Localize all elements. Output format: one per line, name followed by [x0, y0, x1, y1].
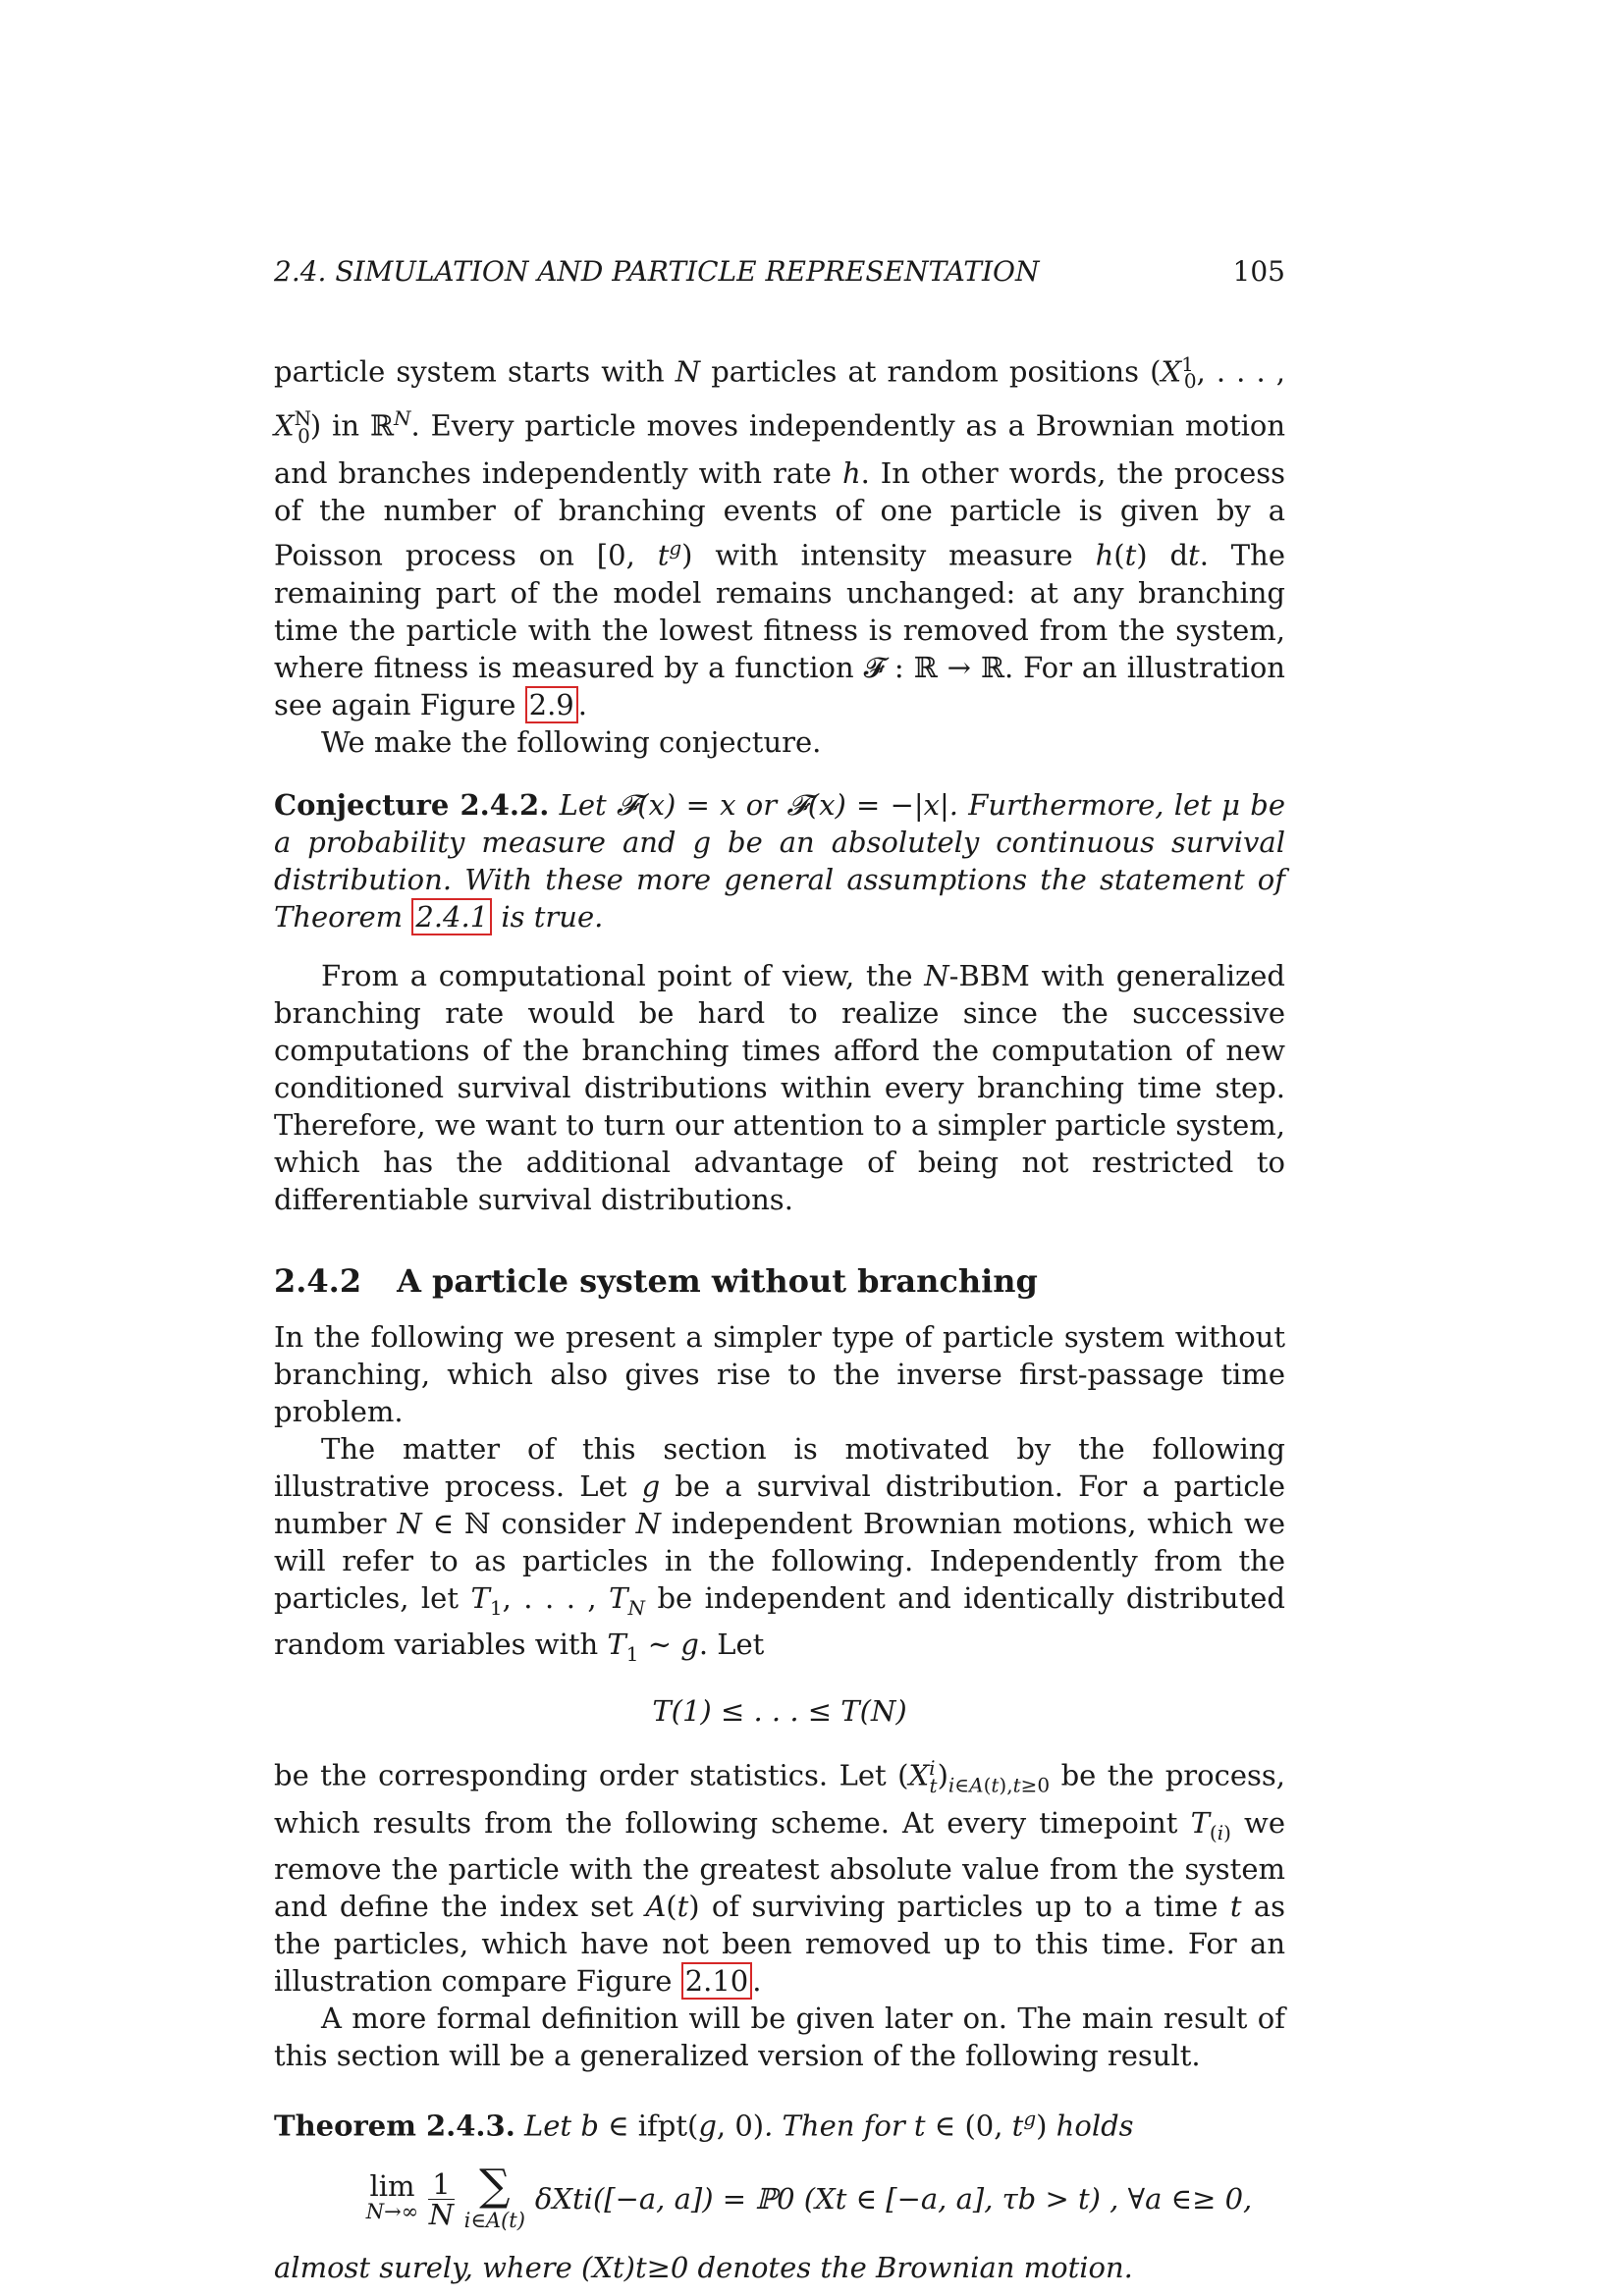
order-statistics-display: T(1) ≤ . . . ≤ T(N) — [652, 1694, 907, 1729]
paragraph-1: particle system starts with N particles at random positions ($X^1_0$, . . . , $X^N_0$) in ℝ$^N$. Every particle moves independently as a Brownian motion and branches independently with rate h. In other words, the process of the number of branching events of one particle is given by a Poisson process on [0, $t^g$) with intensity measure h(t) dt. The remaining part of the model remains unchanged: at any branching time the particle with the lowest fitness is removed from the system, where fitness is measured by a function 𝓕 : ℝ → ℝ. For an illustration see again Figure 2.9 . — [274, 352, 1286, 721]
section-heading — [274, 1261, 1285, 1301]
theorem-label: Theorem 2.4.3. — [274, 2109, 515, 2144]
section-title: A particle system without branching — [397, 1261, 1038, 1300]
running-title: 2.4. SIMULATION AND PARTICLE REPRESENTATION — [274, 255, 1040, 288]
page-number: 105 — [1232, 255, 1285, 288]
paragraph-5: The matter of this section is motivated by the following illustrative process. Let g be a survival distribution. For a particle number N ∈ ℕ consider N independent Brownian motions, which we will refer to as particles in the following. Independently from the particles, let $T_1$, . . . , $T_N$ be independent and identically distributed random variables with $T_1$ ∼ g. Let — [274, 1431, 1285, 1667]
section-number: 2.4.2 — [274, 1261, 362, 1300]
paragraph-2: We make the following conjecture. — [321, 724, 822, 759]
theorem-2-4-3: Theorem 2.4.3. Let b ∈ ifpt(g, 0). Then for t ∈ (0, $t^g$) holds — [274, 2107, 1134, 2144]
page — [274, 253, 1285, 2286]
paragraph-4: In the following we present a simpler type of particle system without branching, which also gives rise to the inverse first-passage time problem. — [274, 1319, 1285, 1428]
figure-ref-2-10[interactable]: 2.10 — [681, 1962, 753, 2000]
main-equation — [333, 2161, 1285, 2233]
paragraph-7: A more formal definition will be given later on. The main result of this section will be a generalized version of the following result. — [274, 2002, 1285, 2073]
limit-operator: lim N→∞ — [365, 2169, 419, 2224]
fraction: $\frac{1}{N}$ — [428, 2166, 455, 2231]
closing-sentence: almost surely, where (Xt)t≥0 denotes the Brownian motion. — [274, 2251, 1133, 2285]
conjecture-label: Conjecture 2.4.2. — [274, 787, 550, 822]
theorem-ref-2-4-1[interactable]: 2.4.1 — [411, 898, 492, 935]
equation-body: δXti([−a, a]) = ℙ0 (Xt ∈ [−a, a], τb > t) , ∀a ∈≥ 0, — [534, 2182, 1253, 2216]
paragraph-3: From a computational point of view, the N-BBM with generalized branching rate would be hard to realize since the successive computations of the branching times afford the computation of new conditioned survival distributions within every branching time step. Therefore, we want to turn our attention to a simpler particle system, which has the additional advantage of being not restricted to differentiable survival distributions. — [274, 958, 1285, 1216]
figure-ref-2-9[interactable]: 2.9 — [525, 686, 578, 723]
conjecture-2-4-2: Conjecture 2.4.2. Let 𝓕(x) = x or 𝓕(x) = −|x|. Furthermore, let μ be a probability measure and g be an absolutely continuous survival distribution. With these more general assumptions the statement of Theorem 2.4.1 is true. — [274, 787, 1285, 934]
running-header — [274, 253, 1285, 291]
paragraph-6: be the corresponding order statistics. Let $(X^i_t)_{i\in A(t),t\ge 0}$ be the process, which results from the following scheme. At every timepoint $T_{(i)}$ we remove the particle with the greatest absolute value from the system and define the index set A(t) of surviving particles up to a time t as the particles, which have not been removed up to this time. For an illustration compare Figure 2.10 . — [274, 1756, 1286, 1999]
sum-operator: ∑ i∈A(t) — [463, 2161, 525, 2233]
